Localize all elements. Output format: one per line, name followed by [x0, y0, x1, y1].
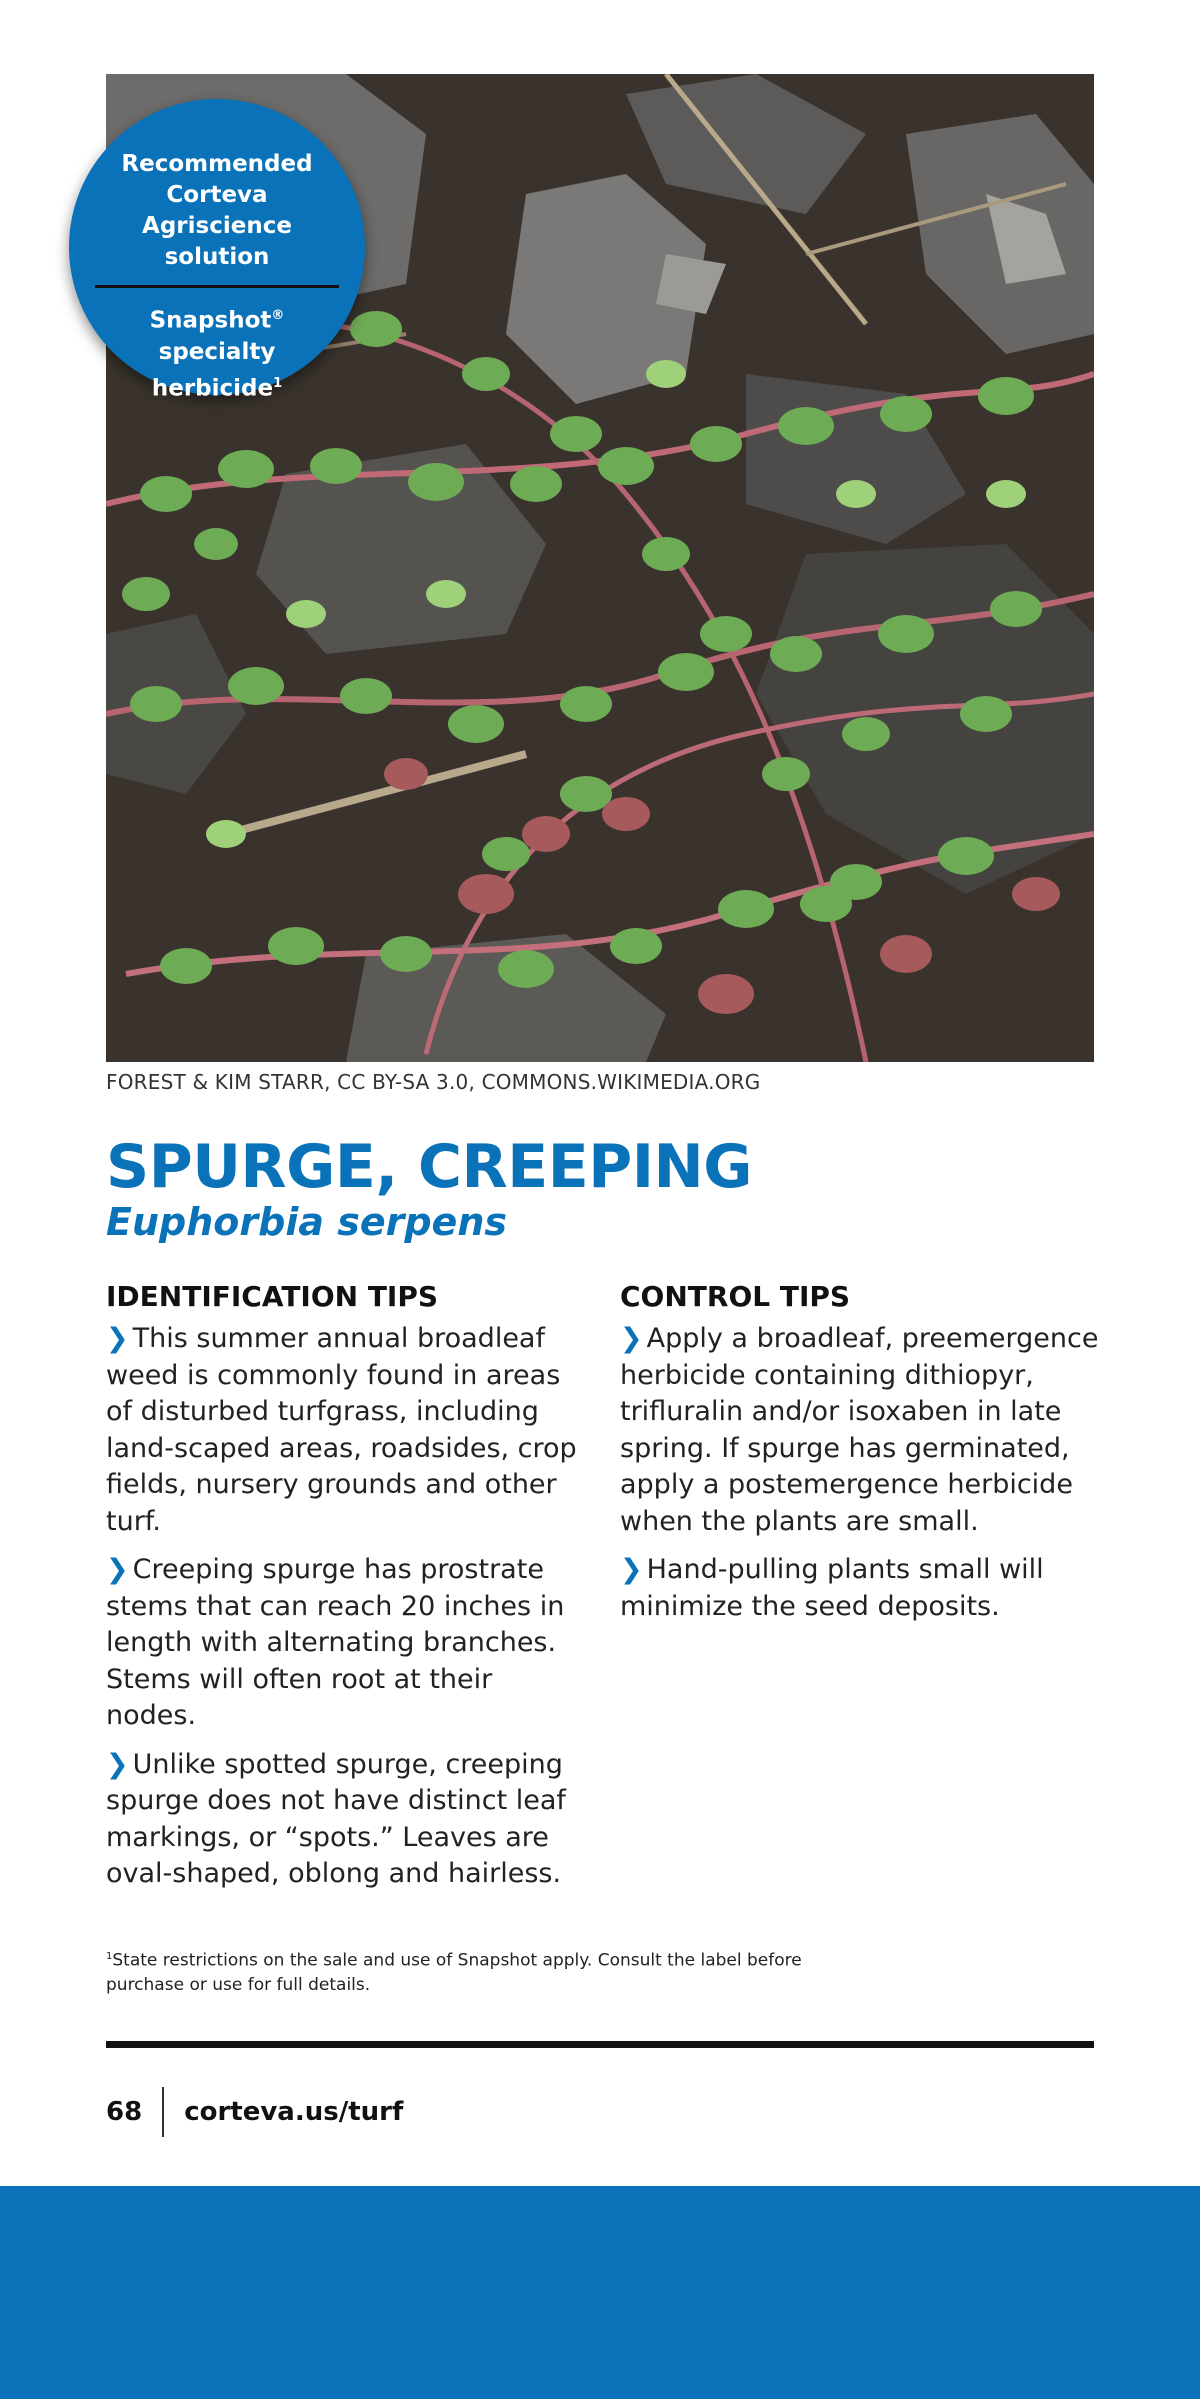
footer-rule — [106, 2041, 1094, 2048]
page-number: 68 — [106, 2097, 143, 2127]
badge-product-rest: specialty herbicide — [151, 338, 276, 402]
identification-tips-heading: IDENTIFICATION TIPS — [106, 1280, 439, 1313]
footer-divider — [162, 2087, 164, 2137]
registered-mark: ® — [271, 308, 285, 323]
identification-tip-text: This summer annual broadleaf weed is commonly found in areas of disturbed turfgrass, including land-scaped areas, roadsides, crop fields, nursery grounds and other turf. — [106, 1323, 577, 1537]
footnote-marker: 1 — [106, 1951, 113, 1962]
recommended-solution-badge — [69, 99, 365, 402]
identification-tip-text: Creeping spurge has prostrate stems that can reach 20 inches in length with alternating branches. Stems will often root at their nodes. — [106, 1554, 565, 1731]
badge-footnote-marker: 1 — [273, 375, 283, 391]
bottom-color-band — [0, 2186, 1200, 2399]
control-tip-text: Hand-pulling plants small will minimize the seed deposits. — [620, 1554, 1044, 1622]
control-tips-heading: CONTROL TIPS — [620, 1280, 851, 1313]
chevron-right-icon: ❯ — [106, 1554, 129, 1585]
identification-tip — [106, 1747, 586, 1893]
page-footer — [106, 2090, 403, 2134]
control-tip — [620, 1321, 1100, 1540]
badge-product — [92, 300, 342, 404]
badge-heading: Recommended Corteva Agriscience solution — [121, 151, 313, 270]
footnote — [106, 1945, 806, 1997]
identification-tip — [106, 1552, 586, 1735]
identification-tips-section — [106, 1280, 586, 1905]
control-tip-text: Apply a broadleaf, preemergence herbicide containing dithiopyr, trifluralin and/or isoxaben in late spring. If spurge has germinated, apply a postemergence herbicide when the plants are small. — [620, 1323, 1099, 1537]
identification-tip — [106, 1321, 586, 1540]
footnote-text: State restrictions on the sale and use of Snapshot apply. Consult the label before purchase or use for full details. — [106, 1950, 802, 1995]
chevron-right-icon: ❯ — [106, 1748, 129, 1780]
control-tip — [620, 1552, 1100, 1625]
chevron-right-icon: ❯ — [620, 1554, 643, 1585]
footer-url[interactable]: corteva.us/turf — [184, 2097, 404, 2127]
control-tips-section — [620, 1280, 1100, 1637]
weed-common-name: SPURGE, CREEPING — [106, 1132, 752, 1202]
weed-scientific-name: Euphorbia serpens — [106, 1200, 507, 1244]
badge-product-name: Snapshot — [149, 307, 272, 334]
chevron-right-icon: ❯ — [620, 1323, 643, 1354]
badge-divider — [95, 285, 339, 288]
photo-credit: FOREST & KIM STARR, CC BY-SA 3.0, COMMONS.WIKIMEDIA.ORG — [106, 1070, 761, 1094]
chevron-right-icon: ❯ — [106, 1323, 129, 1354]
identification-tip-text: Unlike spotted spurge, creeping spurge does not have distinct leaf markings, or “spots.” Leaves are oval-shaped, oblong and hairless. — [106, 1748, 566, 1889]
